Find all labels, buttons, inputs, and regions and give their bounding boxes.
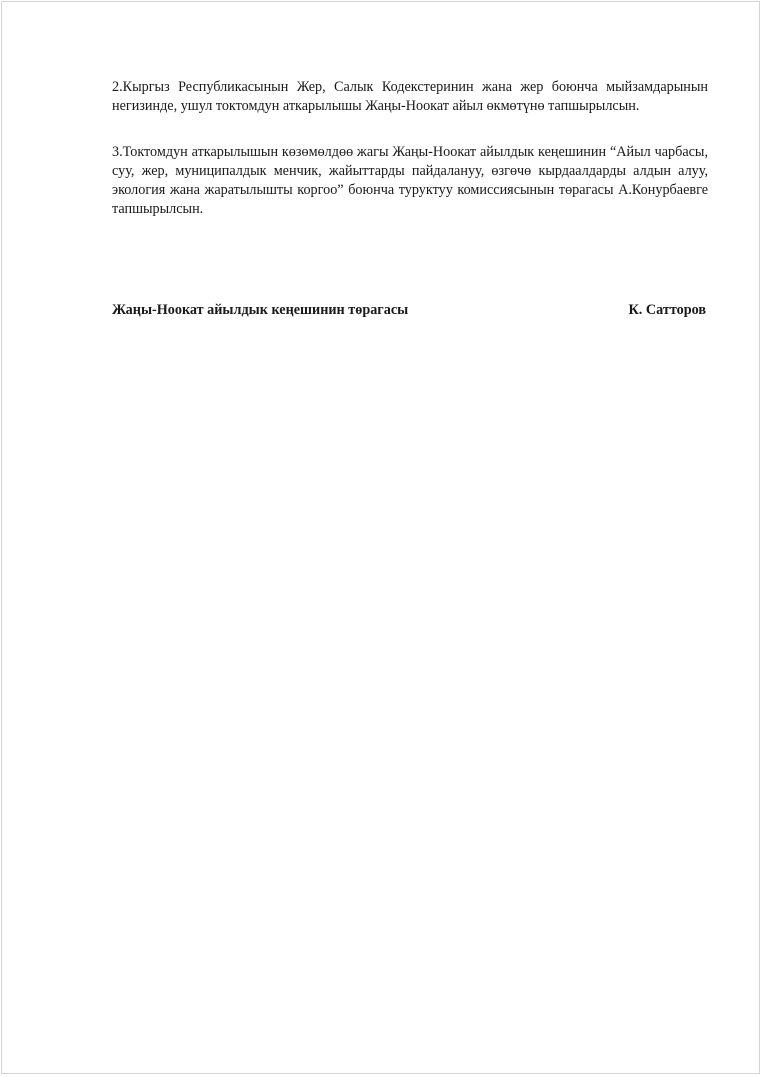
- paragraph-3: 3.Токтомдун аткарылышын көзөмөлдөө жагы Жаңы-Ноокат айылдык кеңешинин “Айыл чарбасы, суу, жер, муниципалдык менчик, жайыттарды пайдалануу, өзгөчө кырдаалдарды алдын алуу, экология жана жаратылышты коргоо” боюнча туруктуу комиссиясынын төрагасы А.Конурбаевге тапшырылсын.: [112, 144, 708, 217]
- signatory-name: К. Сатторов: [628, 302, 706, 318]
- signature-block: [112, 301, 706, 320]
- paragraph-2: 2.Кыргыз Республикасынын Жер, Салык Кодекстеринин жана жер боюнча мыйзамдарынын негизинде, ушул токтомдун аткарылышы Жаңы-Ноокат айыл өкмөтүнө тапшырылсын.: [112, 79, 708, 114]
- signatory-position: Жаңы-Ноокат айылдык кеңешинин төрагасы: [112, 302, 409, 318]
- document-page: [1, 1, 760, 1074]
